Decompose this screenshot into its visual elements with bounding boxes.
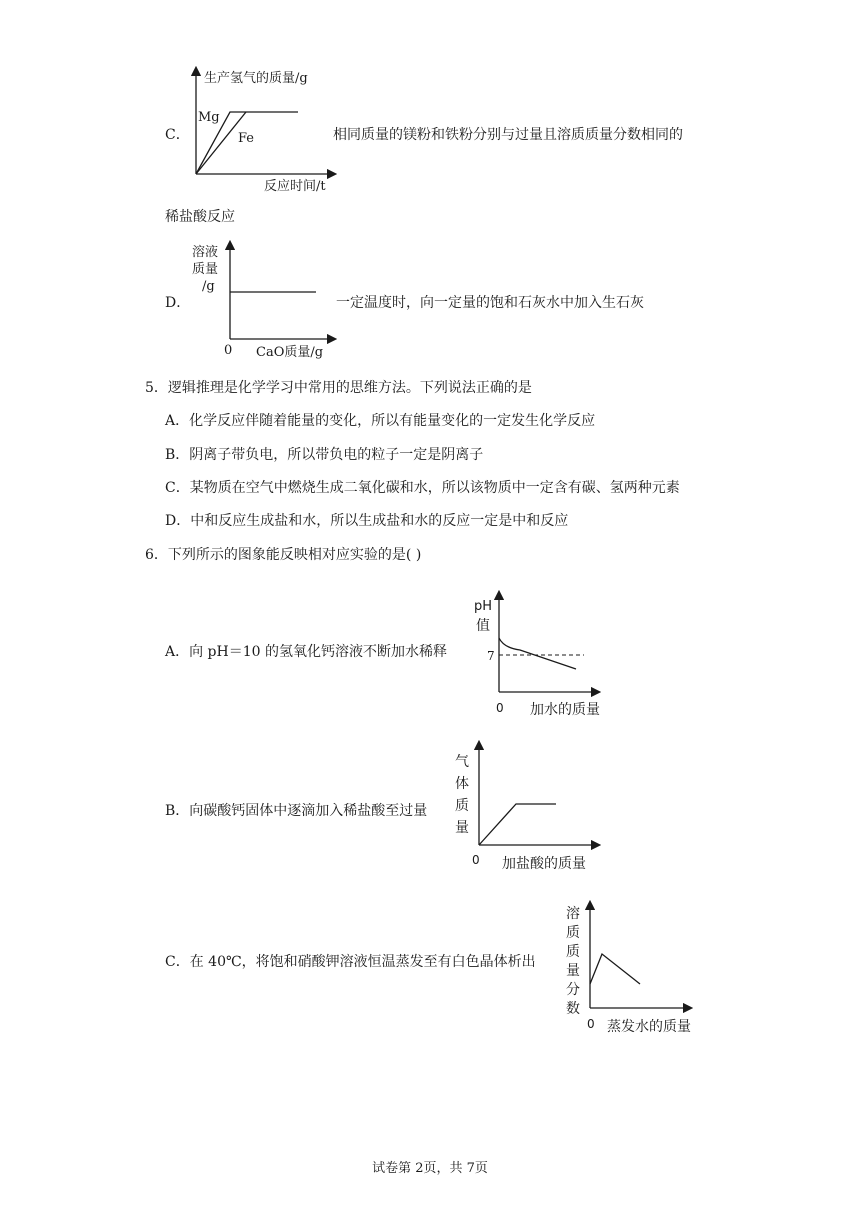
series-label-fe: Fe: [238, 131, 255, 146]
option-c-letter: C．: [165, 127, 190, 143]
y-axis-label-1: 气: [455, 754, 469, 770]
y-axis-label-1: 溶: [566, 906, 580, 922]
y-axis-label-1: 溶液: [192, 245, 219, 260]
x-axis-label: 加盐酸的质量: [502, 856, 586, 872]
q5-option-c: C．某物质在空气中燃烧生成二氧化碳和水，所以该物质中一定含有碳、氢两种元素: [165, 480, 680, 496]
option-d-desc: 一定温度时，向一定量的饱和石灰水中加入生石灰: [336, 295, 644, 311]
q5-stem: 5．逻辑推理是化学学习中常用的思维方法。下列说法正确的是: [145, 380, 532, 396]
graph-gas: [450, 740, 610, 875]
y-axis-label-2: 值: [476, 618, 490, 634]
y-axis-label-3: 质: [455, 798, 469, 814]
option-d-letter: D．: [165, 295, 191, 311]
q6-option-a: A．向 pH＝10 的氢氧化钙溶液不断加水稀释: [165, 644, 447, 660]
q5-option-b: B．阴离子带负电，所以带负电的粒子一定是阴离子: [165, 447, 484, 463]
origin-label: 0: [224, 343, 233, 358]
option-c-desc-line2: 稀盐酸反应: [165, 209, 235, 225]
graph-solute-fraction: [560, 900, 710, 1040]
graph-mg-fe: [180, 66, 340, 196]
q6-option-b: B．向碳酸钙固体中逐滴加入稀盐酸至过量: [165, 803, 428, 819]
gas-curve: [479, 804, 556, 845]
page-footer: 试卷第 2页，共 7页: [372, 1161, 488, 1176]
y-axis-label-4: 量: [455, 820, 469, 836]
y-axis-label-2: 体: [455, 776, 469, 792]
q6-option-c: C．在 40℃，将饱和硝酸钾溶液恒温蒸发至有白色晶体析出: [165, 954, 536, 970]
ph-curve: [499, 638, 576, 669]
q6-stem: 6．下列所示的图象能反映相对应实验的是( ): [145, 547, 422, 563]
graph-cao: [190, 240, 340, 365]
x-axis-label: CaO质量/g: [256, 345, 324, 360]
y-axis-label-2: 质: [566, 925, 580, 941]
x-axis-label: 蒸发水的质量: [607, 1019, 691, 1035]
y-axis-label-1: pH: [474, 599, 493, 614]
tick-7: 7: [487, 649, 495, 663]
y-axis-label-4: 量: [566, 963, 580, 979]
y-axis-label-6: 数: [566, 1001, 580, 1017]
y-axis-label-2: 质量: [192, 262, 219, 277]
y-axis-label-5: 分: [566, 982, 580, 998]
fraction-curve: [590, 954, 640, 984]
origin-label: 0: [496, 701, 504, 715]
origin-label: 0: [472, 853, 480, 867]
y-axis-label-3: /g: [202, 279, 215, 294]
option-c-desc-line1: 相同质量的镁粉和铁粉分别与过量且溶质质量分数相同的: [333, 127, 683, 143]
q5-option-d: D．中和反应生成盐和水，所以生成盐和水的反应一定是中和反应: [165, 513, 569, 529]
graph-ph: [470, 590, 610, 725]
x-axis-label: 反应时间/t: [264, 179, 326, 194]
y-axis-label: 生产氢气的质量/g: [204, 71, 308, 86]
x-axis-label: 加水的质量: [530, 702, 600, 718]
y-axis-label-3: 质: [566, 944, 580, 960]
q5-option-a: A．化学反应伴随着能量的变化，所以有能量变化的一定发生化学反应: [165, 413, 596, 429]
origin-label: 0: [587, 1017, 595, 1031]
series-label-mg: Mg: [198, 110, 220, 125]
